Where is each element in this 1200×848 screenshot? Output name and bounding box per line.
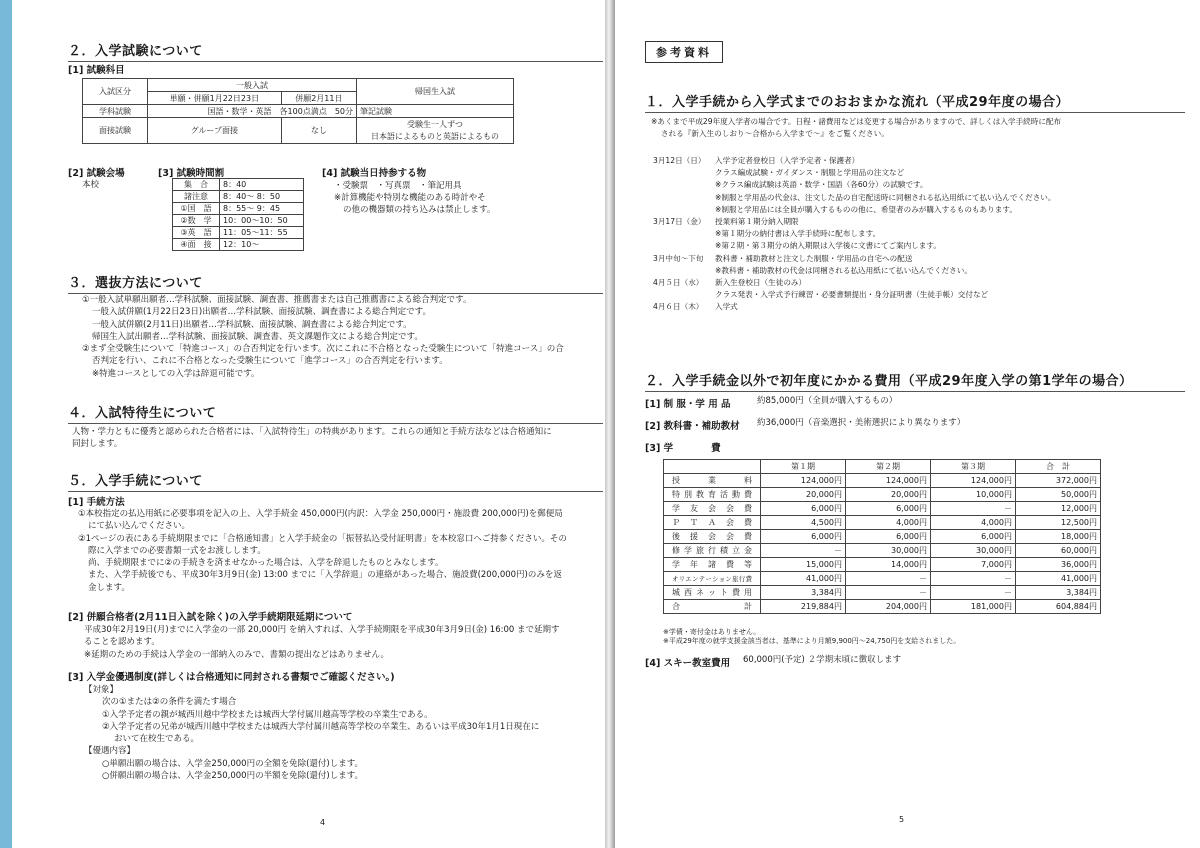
timeline-date: 3月17日（金）	[653, 217, 706, 226]
uniform-value: 約85,000円（全員が購入するもの）	[757, 396, 898, 406]
right-section-2-title: ２．入学手続金以外で初年度にかかる費用（平成29年度入学の第1学年の場合）	[645, 370, 1185, 392]
text-line: 【対象】	[84, 685, 119, 695]
fee-header-cell: 第２期	[846, 460, 931, 474]
fee-amount: 20,000円	[846, 488, 931, 502]
section-3-body	[82, 294, 564, 380]
fee-amount: 604,884円	[1016, 600, 1101, 614]
items-heading: [4] 試験当日持参する物	[322, 168, 427, 179]
fee-row	[664, 516, 1101, 530]
fee-item-label: 修学旅行積立金	[664, 544, 761, 558]
fee-amount: 36,000円	[1016, 558, 1101, 572]
timetable-row	[173, 239, 304, 251]
fee-row	[664, 572, 1101, 586]
procedure-body	[78, 508, 567, 594]
text-line: ①本校指定の払込用紙に必要事項を記入の上、入学手続金 450,000円(内訳：入学金 250,000円・施設費 200,000円)を郵便局	[78, 509, 563, 519]
fee-header-cell: 合 計	[1016, 460, 1101, 474]
text-line: にて払い込んでください。	[88, 521, 191, 532]
timetable-row	[173, 179, 304, 191]
text-line: ることを認めます。	[84, 637, 160, 648]
text-line: 一般入試併願(2月11日)出願者…学科試験、面接試験、調査書による総合判定です。	[92, 319, 412, 330]
fee-amount: 12,000円	[1016, 502, 1101, 516]
text-line: ①入学予定者の親が城西川越中学校または城西大学付属川越高等学校の卒業生である。	[102, 709, 433, 720]
text-line: 金します。	[88, 582, 130, 593]
cell-combined-date: 併願2月11日	[281, 92, 356, 105]
fee-item-label: 授業料	[664, 474, 761, 488]
venue-text: 本校	[82, 180, 100, 190]
timetable-label: 集 合	[173, 179, 220, 191]
ski-label: [4] スキー教室費用	[645, 658, 731, 669]
timetable	[172, 178, 304, 251]
reference-label: 参考資料	[645, 41, 723, 63]
fee-row	[664, 502, 1101, 516]
fee-item-label: 学年諸費等	[664, 558, 761, 572]
timeline-text: 新入生登校日（生徒のみ）	[715, 278, 807, 287]
section-4-title: ４．入試特待生について	[68, 402, 603, 424]
fee-amount: 6,000円	[761, 530, 846, 544]
fee-amount: 4,500円	[761, 516, 846, 530]
venue-heading: [2] 試験会場	[68, 168, 125, 179]
timeline-text: クラス発表・入学式予行練習・必要書類提出・身分証明書（生徒手帳）交付など	[715, 290, 989, 300]
cell-returnee-interview: 受験生一人ずつ 日本語によるものと英語によるもの	[357, 118, 514, 144]
fee-row	[664, 488, 1101, 502]
fee-item-label: 合計	[664, 600, 761, 614]
timetable-label: ①国 語	[173, 203, 220, 215]
fee-amount: －	[931, 572, 1016, 586]
text-line: 【優遇内容】	[84, 746, 136, 757]
fee-amount: 4,000円	[846, 516, 931, 530]
fee-amount: －	[846, 586, 931, 600]
timeline-text: ※制服と学用品には全員が購入するものの他に、希望者のみが購入するものもあります。	[715, 204, 1017, 214]
cell-interview-label: 面接試験	[83, 118, 148, 144]
timeline-text: ※教科書・補助教材の代金は同梱される払込用紙にて払い込んでください。	[715, 265, 972, 275]
items-note-2: の他の機器類の持ち込みは禁止します。	[343, 205, 496, 215]
timeline-text: 入学予定者登校日（入学予定者・保護者）	[715, 156, 860, 165]
timetable-time: 11：05～11：55	[220, 227, 304, 239]
fee-amount: 12,500円	[1016, 516, 1101, 530]
fee-amount: 14,000円	[846, 558, 931, 572]
fee-header-cell	[664, 460, 761, 474]
deadline-extension-heading: [2] 併願合格者(2月11日入試を除く)の入学手続期限延期について	[68, 612, 353, 623]
cell-academic-label: 学科試験	[83, 105, 148, 118]
section-3-title: ３．選抜方法について	[68, 272, 603, 294]
exam-subjects-heading: [1] 試験科目	[68, 65, 125, 76]
timeline-text: ※第２期・第３期分の納入期限は入学後に文書にてご案内します。	[715, 241, 941, 251]
text-line: おいて在校生である。	[114, 734, 200, 745]
fee-row	[664, 600, 1101, 614]
fee-amount: 124,000円	[931, 474, 1016, 488]
fee-amount: 50,000円	[1016, 488, 1101, 502]
fee-amount: 204,000円	[846, 600, 931, 614]
fee-amount: 20,000円	[761, 488, 846, 502]
right-page	[615, 0, 1200, 848]
textbook-value: 約36,000円（音楽選択・美術選択により異なります）	[757, 418, 966, 428]
fee-note-1: ※学債・寄付金はありません。	[663, 628, 761, 636]
timetable-time: 10：00～10：50	[220, 215, 304, 227]
cell-returnee-exam: 帰国生入試	[357, 79, 514, 105]
timeline-text: 教科書・補助教材と注文した制服・学用品の自宅への配送	[715, 253, 913, 263]
cell-academic-content: 国語・数学・英語 各100点満点 50分	[148, 105, 357, 118]
flow-note-1: ※あくまで平成29年度入学者の場合です。日程・諸費用などは変更する場合がありますので、詳しくは入学手続時に配布	[651, 117, 1062, 126]
book-spine	[605, 0, 615, 848]
text-line: 同封します。	[72, 439, 123, 450]
fee-amount: 372,000円	[1016, 474, 1101, 488]
fee-amount: 41,000円	[1016, 572, 1101, 586]
text-line: ○単願出願の場合は、入学金250,000円の全額を免除(還付)します。	[102, 758, 364, 769]
fee-item-label: オリエンテーション旅行費	[664, 572, 761, 586]
fee-note-2: ※平成29年度の就学支援金該当者は、基準により月額9,900円～24,750円を支給されました。	[663, 637, 961, 645]
text-line: ②1ページの表にある手続期限までに「合格通知書」と入学手続金の「振替払込受付証明書」を本校窓口へご持参ください。その	[78, 533, 567, 544]
text-line: 際に入学までの必要書類一式をお渡しします。	[88, 545, 266, 556]
section-2-title: ２．入学試験について	[68, 40, 603, 62]
fee-amount: 6,000円	[846, 502, 931, 516]
text-line: ※特進コースとしての入学は辞退可能です。	[92, 368, 260, 379]
fee-item-label: 城西ネット費用	[664, 586, 761, 600]
timeline-text: 授業料第１期分納入期限	[715, 217, 799, 226]
fee-item-label: 学友会会費	[664, 502, 761, 516]
timetable-row	[173, 203, 304, 215]
timetable-time: 8：40	[220, 179, 304, 191]
deadline-extension-body	[84, 624, 560, 661]
timetable-label: 諸注意	[173, 191, 220, 203]
fee-row	[664, 558, 1101, 572]
cell-written-exam: 筆記試験	[357, 105, 514, 118]
flow-note-2: される『新入生のしおり～合格から入学まで～』をご覧ください。	[661, 129, 889, 138]
text-line: 帰国生入試出願者…学科試験、面接試験、調査書、英文課題作文による総合判定です。	[92, 331, 423, 342]
fee-header-cell: 第１期	[761, 460, 846, 474]
page-number-left: 4	[320, 818, 326, 827]
fee-header-cell: 第３期	[931, 460, 1016, 474]
fee-amount: 18,000円	[1016, 530, 1101, 544]
timeline-text: クラス編成試験・ガイダンス・制服と学用品の注文など	[715, 168, 905, 178]
timetable-row	[173, 191, 304, 203]
text-line: また、入学手続後でも、平成30年3月9日(金) 13:00 までに「入学辞退」の連絡があった場合、施設費(200,000円)のみを返	[88, 570, 562, 581]
timetable-time: 8：55～ 9：45	[220, 203, 304, 215]
fee-amount: －	[931, 502, 1016, 516]
timeline-text: 入学式	[715, 302, 738, 312]
cell-exam-type: 入試区分	[83, 79, 148, 105]
fee-amount: 124,000円	[846, 474, 931, 488]
fee-amount: 15,000円	[761, 558, 846, 572]
fee-item-label: 特別教育活動費	[664, 488, 761, 502]
timeline-text: ※第１期分の納付書は入学手続時に配布します。	[715, 229, 881, 239]
fee-row	[664, 474, 1101, 488]
timeline-date: 3月中旬～下旬	[653, 253, 704, 263]
cell-group-interview: グループ面接	[148, 118, 282, 144]
fee-amount: 4,000円	[931, 516, 1016, 530]
fee-amount: 6,000円	[846, 530, 931, 544]
fee-amount: 10,000円	[931, 488, 1016, 502]
text-line: 一般入試併願(1月22日23日)出願者…学科試験、面接試験、調査書による総合判定です。	[92, 307, 431, 318]
section-4-body	[72, 426, 552, 451]
fee-amount: 6,000円	[931, 530, 1016, 544]
timetable-heading: [3] 試験時間割	[158, 168, 225, 179]
fee-item-label: ＰＴＡ会費	[664, 516, 761, 530]
fee-amount: 30,000円	[931, 544, 1016, 558]
fee-amount: －	[931, 586, 1016, 600]
preferential-body	[84, 684, 540, 782]
timetable-label: ③英 語	[173, 227, 220, 239]
timeline-date: 4月６日（木）	[653, 302, 704, 312]
timetable-label: ④面 接	[173, 239, 220, 251]
fee-amount: 219,884円	[761, 600, 846, 614]
text-line: ※延期のための手続は入学金の一部納入のみで、書類の提出などはありません。	[84, 649, 389, 660]
flow-timeline	[653, 155, 1183, 335]
timeline-text: ※クラス編成試験は英語・数学・国語（各60分）の試験です。	[715, 180, 928, 190]
fee-amount: 3,384円	[1016, 586, 1101, 600]
fee-amount: －	[761, 544, 846, 558]
page-number-right: 5	[899, 815, 905, 824]
timeline-date: 3月12日（日）	[653, 156, 706, 165]
items-note-1: ※計算機能や特別な機能のある時計やそ	[334, 193, 486, 203]
timetable-time: 12：10～	[220, 239, 304, 251]
fee-row	[664, 544, 1101, 558]
text-line: ①一般入試単願出願者…学科試験、面接試験、調査書、推薦書または自己推薦書による総合判定です。	[82, 295, 472, 305]
tuition-label: [3] 学 費	[645, 443, 721, 454]
right-section-1-title: １．入学手続から入学式までのおおまかな流れ（平成29年度の場合）	[645, 91, 1185, 113]
timetable-time: 8：40～ 8：50	[220, 191, 304, 203]
fee-amount: 41,000円	[761, 572, 846, 586]
section-5-title: ５．入学手続について	[68, 470, 603, 492]
exam-subjects-table	[82, 78, 514, 144]
fee-row	[664, 586, 1101, 600]
fee-amount: 30,000円	[846, 544, 931, 558]
timetable-label: ②数 学	[173, 215, 220, 227]
ski-value: 60,000円(予定) ２学期末頃に徴収します	[743, 655, 902, 665]
text-line: 平成30年2月19日(月)までに入学金の一部 20,000円 を納入すれば、入学手続期限を平成30年3月9日(金) 16:00 まで延期す	[84, 625, 560, 635]
fee-amount: 6,000円	[761, 502, 846, 516]
uniform-label: [1] 制 服・学 用 品	[645, 399, 731, 410]
fee-amount: －	[846, 572, 931, 586]
fee-item-label: 後援会会費	[664, 530, 761, 544]
fee-amount: 3,384円	[761, 586, 846, 600]
items-text: ・受験票 ・写真票 ・筆記用具	[334, 181, 462, 191]
fee-amount: 60,000円	[1016, 544, 1101, 558]
fee-header-row	[664, 460, 1101, 474]
text-line: 否判定を行い、これに不合格となった受験生について「進学コース」の合否判定を行います。	[92, 356, 448, 367]
fee-amount: 7,000円	[931, 558, 1016, 572]
timetable-row	[173, 227, 304, 239]
text-line: 人物・学力ともに優秀と認められた合格者には、「入試特待生」の特典があります。これらの通知と手続方法などは合格通知に	[72, 427, 552, 437]
textbook-label: [2] 教科書・補助教材	[645, 421, 740, 432]
fee-table	[663, 459, 1101, 614]
text-line: ○併願出願の場合は、入学金250,000円の半額を免除(還付)します。	[102, 771, 364, 782]
fee-amount: 181,000円	[931, 600, 1016, 614]
text-line: 尚、手続期限までに②の手続きを済ませなかった場合は、入学を辞退したものとみなします。	[88, 558, 444, 569]
timeline-text: ※制服と学用品の代金は、注文した品の自宅配送時に同梱される払込用紙にて払い込んでください。	[715, 192, 1056, 202]
text-line: ②入学予定者の兄弟が城西川越中学校または城西大学付属川越高等学校の卒業生、あるいは平成30年1月1日現在に	[102, 721, 540, 732]
timetable-row	[173, 215, 304, 227]
procedure-heading: [1] 手続方法	[68, 497, 125, 508]
fee-amount: 124,000円	[761, 474, 846, 488]
timeline-date: 4月５日（水）	[653, 278, 704, 287]
preferential-heading: [3] 入学金優遇制度(詳しくは合格通知に同封される書類でご確認ください。)	[68, 672, 395, 683]
text-line: 次の①または②の条件を満たす場合	[102, 697, 237, 708]
cell-no-interview: なし	[281, 118, 356, 144]
cell-single-date: 単願・併願1月22日23日	[148, 92, 282, 105]
fee-row	[664, 530, 1101, 544]
text-line: ②まず全受験生について「特進コース」の合否判定を行います。次にこれに不合格となった受験生について「特進コース」の合	[82, 344, 564, 355]
cell-general-exam: 一般入試	[148, 79, 357, 92]
